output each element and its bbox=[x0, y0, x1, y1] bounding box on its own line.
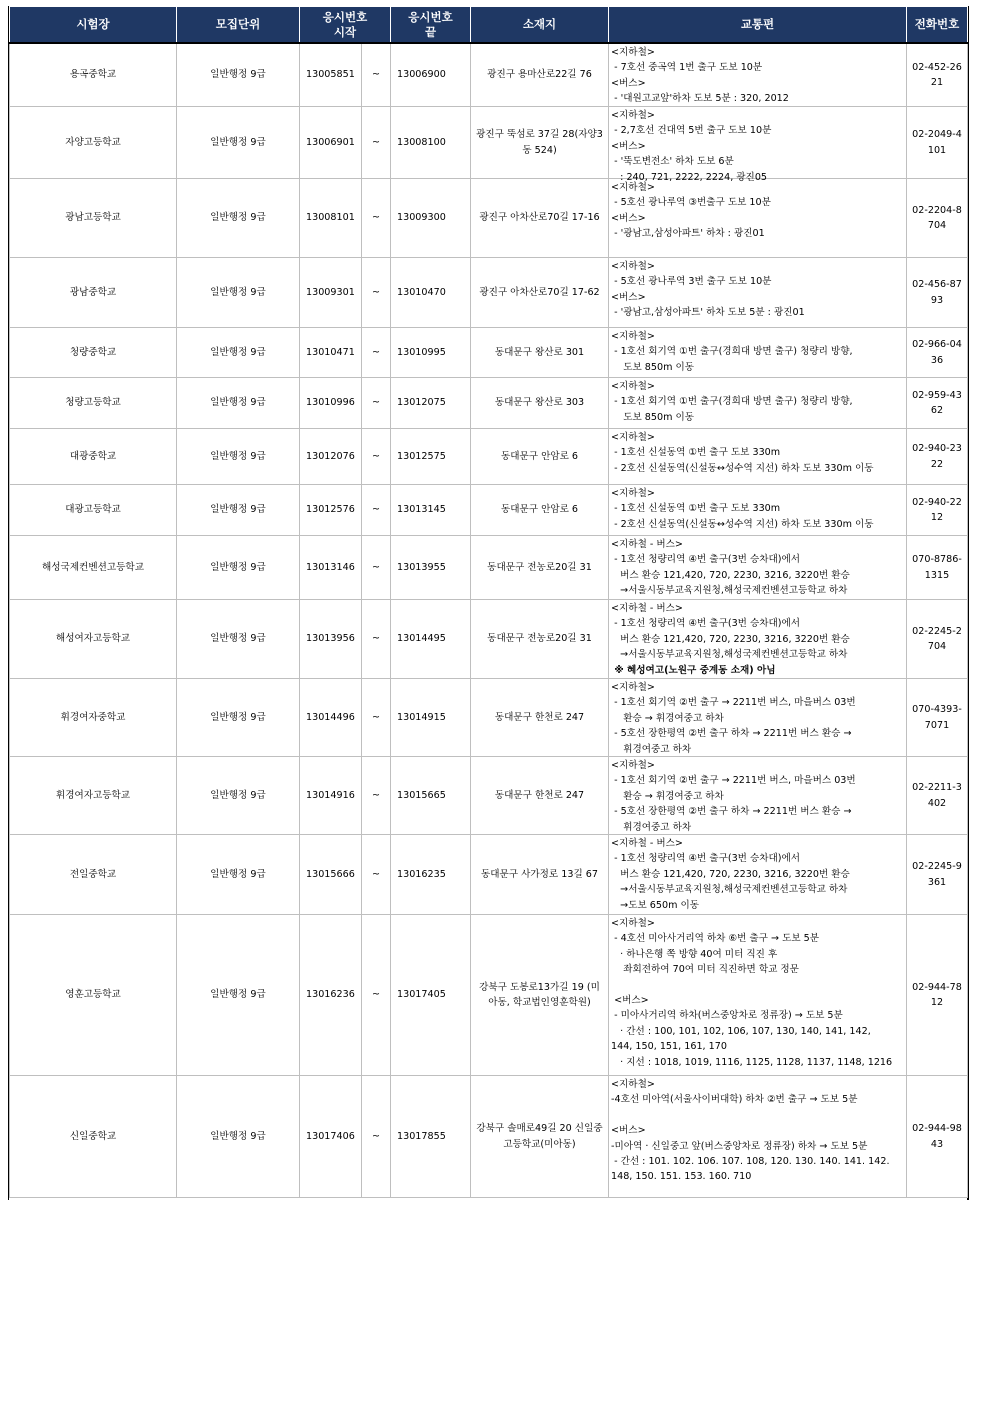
address-cell: 광진구 뚝섬로 37길 28(자양3동 524) bbox=[471, 107, 609, 179]
header-start: 응시번호 시작 bbox=[300, 7, 391, 44]
transport-cell bbox=[609, 835, 907, 915]
table-row bbox=[10, 485, 968, 536]
unit-cell: 일반행정 9급 bbox=[177, 378, 300, 429]
table-row bbox=[10, 600, 968, 679]
range-separator: ~ bbox=[362, 179, 391, 258]
unit-cell: 일반행정 9급 bbox=[177, 179, 300, 258]
address-cell: 강북구 솔매로49길 20 신일중고등학교(미아동) bbox=[471, 1076, 609, 1198]
phone-cell: 02-944-7812 bbox=[907, 915, 968, 1076]
end-number-cell: 13016235 bbox=[391, 835, 471, 915]
venue-cell: 신일중학교 bbox=[10, 1076, 177, 1198]
header-address: 소재지 bbox=[471, 7, 609, 44]
range-separator: ~ bbox=[362, 43, 391, 107]
table-row bbox=[10, 378, 968, 429]
exam-venue-table bbox=[9, 6, 968, 1198]
table-row bbox=[10, 179, 968, 258]
end-number-cell: 13010995 bbox=[391, 328, 471, 378]
address-cell: 광진구 아차산로70길 17-16 bbox=[471, 179, 609, 258]
start-number-cell: 13005851 bbox=[300, 43, 362, 107]
venue-cell: 해성국제컨벤션고등학교 bbox=[10, 536, 177, 600]
start-number-cell: 13009301 bbox=[300, 258, 362, 328]
start-number-cell: 13010471 bbox=[300, 328, 362, 378]
transport-cell bbox=[609, 378, 907, 429]
end-number-cell: 13006900 bbox=[391, 43, 471, 107]
venue-cell: 대광고등학교 bbox=[10, 485, 177, 536]
range-separator: ~ bbox=[362, 915, 391, 1076]
transport-text: <지하철> - 1호선 신설동역 ①번 출구 도보 330m - 2호선 신설동역(신설동↔성수역 지선) 하차 도보 330m 이동 bbox=[611, 432, 874, 474]
phone-cell: 02-940-2322 bbox=[907, 429, 968, 485]
end-number-cell: 13014495 bbox=[391, 600, 471, 679]
start-number-cell: 13012576 bbox=[300, 485, 362, 536]
transport-text: <지하철> -4호선 미아역(서울사이버대학) 하차 ②번 출구 → 도보 5분 <버스> -미아역 · 신일중고 앞(버스중앙차로 정류장) 하차 → 도보 5분 - 간선 : 101. 102. 106. 107. 108, 120. 130. 140. 141. 142. 148, 150. 151. 153. 160. 710 bbox=[611, 1079, 890, 1183]
transport-cell bbox=[609, 600, 907, 679]
venue-cell: 자양고등학교 bbox=[10, 107, 177, 179]
end-number-cell: 13010470 bbox=[391, 258, 471, 328]
address-cell: 강북구 도봉로13가길 19 (미아동, 학교법인영훈학원) bbox=[471, 915, 609, 1076]
unit-cell: 일반행정 9급 bbox=[177, 485, 300, 536]
transport-text: <지하철> - 1호선 회기역 ②번 출구 → 2211번 버스, 마을버스 03번 환승 → 휘경여중고 하차 - 5호선 장한평역 ②번 출구 하차 → 2211번 버스 환승 → 휘경여중고 하차 bbox=[611, 760, 856, 833]
venue-cell: 청량고등학교 bbox=[10, 378, 177, 429]
phone-cell: 02-2245-2704 bbox=[907, 600, 968, 679]
transport-cell bbox=[609, 429, 907, 485]
unit-cell: 일반행정 9급 bbox=[177, 429, 300, 485]
transport-cell bbox=[609, 328, 907, 378]
address-cell: 동대문구 한천로 247 bbox=[471, 757, 609, 835]
table-row bbox=[10, 757, 968, 835]
start-number-cell: 13014916 bbox=[300, 757, 362, 835]
start-number-cell: 13012076 bbox=[300, 429, 362, 485]
phone-cell: 02-959-4362 bbox=[907, 378, 968, 429]
transport-cell bbox=[609, 679, 907, 757]
start-number-cell: 13016236 bbox=[300, 915, 362, 1076]
unit-cell: 일반행정 9급 bbox=[177, 600, 300, 679]
start-number-cell: 13008101 bbox=[300, 179, 362, 258]
end-number-cell: 13017855 bbox=[391, 1076, 471, 1198]
phone-cell: 02-452-2621 bbox=[907, 43, 968, 107]
table-row bbox=[10, 915, 968, 1076]
transport-text: <지하철> - 2,7호선 건대역 5번 출구 도보 10분 <버스> - '뚝도변전소' 하차 도보 6분 : 240, 721, 2222, 2224, 광진05 bbox=[611, 110, 772, 183]
range-separator: ~ bbox=[362, 485, 391, 536]
phone-cell: 02-2245-9361 bbox=[907, 835, 968, 915]
start-number-cell: 13017406 bbox=[300, 1076, 362, 1198]
venue-cell: 대광중학교 bbox=[10, 429, 177, 485]
transport-cell bbox=[609, 485, 907, 536]
end-number-cell: 13012075 bbox=[391, 378, 471, 429]
table-row bbox=[10, 429, 968, 485]
address-cell: 동대문구 전농로20길 31 bbox=[471, 536, 609, 600]
range-separator: ~ bbox=[362, 1076, 391, 1198]
range-separator: ~ bbox=[362, 328, 391, 378]
transport-text: <지하철 - 버스> - 1호선 청량리역 ④번 출구(3번 승차대)에서 버스 환승 121,420, 720, 2230, 3216, 3220번 환승 →서울시동부교육지원청,해성국제컨벤션고등학교 하차 bbox=[611, 539, 850, 597]
start-number-cell: 13014496 bbox=[300, 679, 362, 757]
address-cell: 동대문구 사가정로 13길 67 bbox=[471, 835, 609, 915]
phone-cell: 070-8786-1315 bbox=[907, 536, 968, 600]
transport-cell bbox=[609, 107, 907, 183]
transport-note: ※ 혜성여고(노원구 중계동 소재) 아님 bbox=[611, 664, 776, 676]
address-cell: 동대문구 안암로 6 bbox=[471, 429, 609, 485]
address-cell: 동대문구 왕산로 303 bbox=[471, 378, 609, 429]
header-transport: 교통편 bbox=[609, 7, 907, 44]
venue-cell: 전일중학교 bbox=[10, 835, 177, 915]
address-cell: 동대문구 왕산로 301 bbox=[471, 328, 609, 378]
header-end: 응시번호 끝 bbox=[391, 7, 471, 44]
table-row bbox=[10, 43, 968, 107]
transport-cell bbox=[609, 757, 907, 835]
unit-cell: 일반행정 9급 bbox=[177, 915, 300, 1076]
venue-cell: 해성여자고등학교 bbox=[10, 600, 177, 679]
range-separator: ~ bbox=[362, 378, 391, 429]
address-cell: 동대문구 안암로 6 bbox=[471, 485, 609, 536]
transport-text: <지하철> - 1호선 회기역 ②번 출구 → 2211번 버스, 마을버스 03번 환승 → 휘경여중고 하차 - 5호선 장한평역 ②번 출구 하차 → 2211번 버스 환승 → 휘경여중고 하차 bbox=[611, 682, 856, 755]
start-number-cell: 13013146 bbox=[300, 536, 362, 600]
transport-text: <지하철 - 버스> - 1호선 청량리역 ④번 출구(3번 승차대)에서 버스 환승 121,420, 720, 2230, 3216, 3220번 환승 →서울시동부교육지원청,해성국제컨벤션고등학교 하차 →도보 650m 이동 bbox=[611, 838, 850, 911]
phone-cell: 02-2049-4101 bbox=[907, 107, 968, 179]
venue-cell: 광남고등학교 bbox=[10, 179, 177, 258]
transport-cell bbox=[609, 536, 907, 600]
unit-cell: 일반행정 9급 bbox=[177, 835, 300, 915]
end-number-cell: 13017405 bbox=[391, 915, 471, 1076]
phone-cell: 02-944-9843 bbox=[907, 1076, 968, 1198]
venue-cell: 청량중학교 bbox=[10, 328, 177, 378]
phone-cell: 02-940-2212 bbox=[907, 485, 968, 536]
venue-cell: 휘경여자고등학교 bbox=[10, 757, 177, 835]
start-number-cell: 13015666 bbox=[300, 835, 362, 915]
transport-cell bbox=[609, 43, 907, 107]
end-number-cell: 13008100 bbox=[391, 107, 471, 179]
transport-cell bbox=[609, 179, 907, 258]
unit-cell: 일반행정 9급 bbox=[177, 1076, 300, 1198]
phone-cell: 070-4393-7071 bbox=[907, 679, 968, 757]
address-cell: 광진구 용마산로22길 76 bbox=[471, 43, 609, 107]
transport-text: <지하철> - 4호선 미아사거리역 하차 ⑥번 출구 → 도보 5분 · 하나은행 쪽 방향 40여 미터 직진 후 좌회전하여 70여 미터 직진하면 학교 정문 <버스> - 미아사거리역 하차(버스중앙차로 정류장) → 도보 5분 · 간선 : 100, 101, 102, 106, 107, 130, 140, 141, 142, 144, 150, 151, 161, 170 · 지선 : 1018, 1019, 1116, 1125, 1128, 1137, 1148, 1216 bbox=[611, 918, 893, 1068]
end-number-cell: 13014915 bbox=[391, 679, 471, 757]
unit-cell: 일반행정 9급 bbox=[177, 107, 300, 179]
unit-cell: 일반행정 9급 bbox=[177, 679, 300, 757]
start-number-cell: 13006901 bbox=[300, 107, 362, 179]
range-separator: ~ bbox=[362, 757, 391, 835]
transport-text: <지하철 - 버스> - 1호선 청량리역 ④번 출구(3번 승차대)에서 버스 환승 121,420, 720, 2230, 3216, 3220번 환승 →서울시동부교육지원청,해성국제컨벤션고등학교 하차 bbox=[611, 603, 850, 661]
transport-text: <지하철> - 5호선 광나루역 3번 출구 도보 10분 <버스> - '광남고,삼성아파트' 하차 도보 5분 : 광진01 bbox=[611, 261, 805, 319]
start-number-cell: 13010996 bbox=[300, 378, 362, 429]
address-cell: 동대문구 전농로20길 31 bbox=[471, 600, 609, 679]
table-row bbox=[10, 107, 968, 179]
transport-text: <지하철> - 1호선 회기역 ①번 출구(경희대 방면 출구) 청량리 방향, 도보 850m 이동 bbox=[611, 331, 853, 373]
range-separator: ~ bbox=[362, 258, 391, 328]
range-separator: ~ bbox=[362, 429, 391, 485]
range-separator: ~ bbox=[362, 107, 391, 179]
table-row bbox=[10, 536, 968, 600]
range-separator: ~ bbox=[362, 536, 391, 600]
schedule-table-wrapper bbox=[8, 6, 969, 1200]
end-number-cell: 13015665 bbox=[391, 757, 471, 835]
header-phone: 전화번호 bbox=[907, 7, 968, 44]
address-cell: 동대문구 한천로 247 bbox=[471, 679, 609, 757]
range-separator: ~ bbox=[362, 835, 391, 915]
transport-text: <지하철> - 5호선 광나루역 ③번출구 도보 10분 <버스> - '광남고,삼성아파트' 하차 : 광진01 bbox=[611, 182, 771, 240]
phone-cell: 02-966-0436 bbox=[907, 328, 968, 378]
unit-cell: 일반행정 9급 bbox=[177, 258, 300, 328]
transport-cell bbox=[609, 1076, 907, 1198]
unit-cell: 일반행정 9급 bbox=[177, 536, 300, 600]
transport-text: <지하철> - 1호선 신설동역 ①번 출구 도보 330m - 2호선 신설동역(신설동↔성수역 지선) 하차 도보 330m 이동 bbox=[611, 488, 874, 530]
transport-cell bbox=[609, 258, 907, 328]
table-row bbox=[10, 258, 968, 328]
range-separator: ~ bbox=[362, 679, 391, 757]
venue-cell: 영훈고등학교 bbox=[10, 915, 177, 1076]
unit-cell: 일반행정 9급 bbox=[177, 757, 300, 835]
range-separator: ~ bbox=[362, 600, 391, 679]
venue-cell: 광남중학교 bbox=[10, 258, 177, 328]
unit-cell: 일반행정 9급 bbox=[177, 43, 300, 107]
table-row bbox=[10, 328, 968, 378]
transport-text: <지하철> - 1호선 회기역 ①번 출구(경희대 방면 출구) 청량리 방향, 도보 850m 이동 bbox=[611, 381, 853, 423]
table-row bbox=[10, 1076, 968, 1198]
header-row bbox=[10, 7, 968, 44]
unit-cell: 일반행정 9급 bbox=[177, 328, 300, 378]
end-number-cell: 13013955 bbox=[391, 536, 471, 600]
table-row bbox=[10, 835, 968, 915]
header-unit: 모집단위 bbox=[177, 7, 300, 44]
phone-cell: 02-456-8793 bbox=[907, 258, 968, 328]
end-number-cell: 13009300 bbox=[391, 179, 471, 258]
address-cell: 광진구 아차산로70길 17-62 bbox=[471, 258, 609, 328]
venue-cell: 휘경여자중학교 bbox=[10, 679, 177, 757]
phone-cell: 02-2204-8704 bbox=[907, 179, 968, 258]
start-number-cell: 13013956 bbox=[300, 600, 362, 679]
transport-cell bbox=[609, 915, 907, 1076]
transport-text: <지하철> - 7호선 중곡역 1번 출구 도보 10분 <버스> - '대원고교앞'하차 도보 5분 : 320, 2012 bbox=[611, 47, 789, 105]
header-venue: 시험장 bbox=[10, 7, 177, 44]
table-row bbox=[10, 679, 968, 757]
venue-cell: 용곡중학교 bbox=[10, 43, 177, 107]
end-number-cell: 13012575 bbox=[391, 429, 471, 485]
phone-cell: 02-2211-3402 bbox=[907, 757, 968, 835]
end-number-cell: 13013145 bbox=[391, 485, 471, 536]
